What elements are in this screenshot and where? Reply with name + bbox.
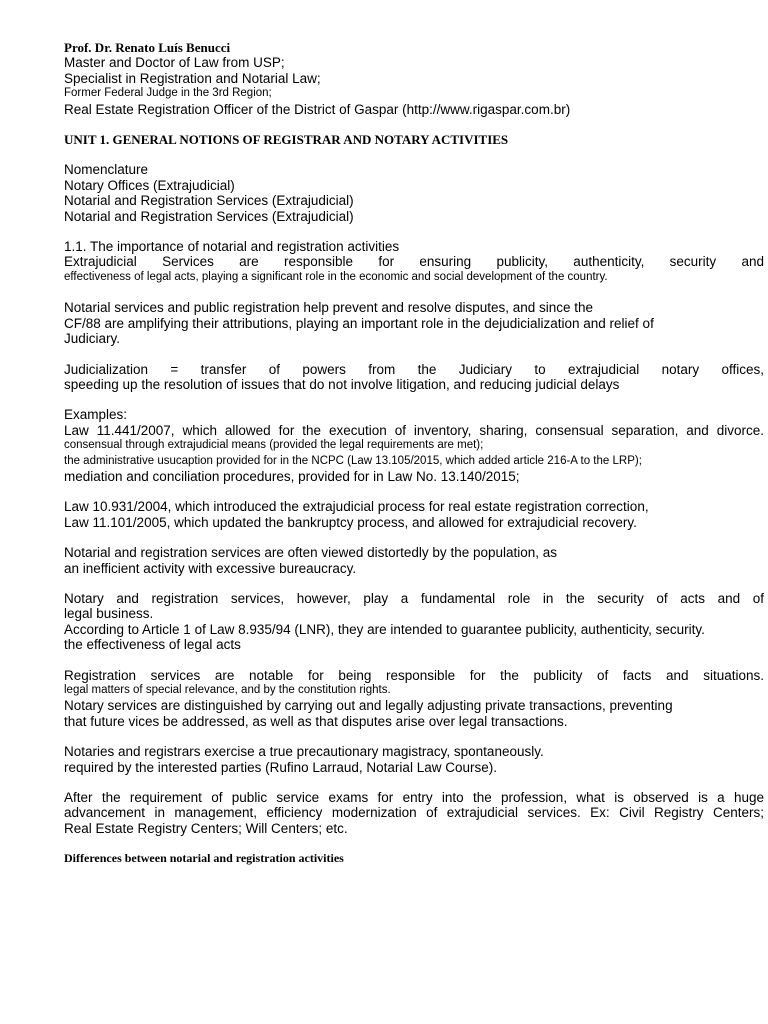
differences-heading: Differences between notarial and registration activities — [64, 851, 344, 866]
paragraph-line: that future vices be addressed, as well as that disputes arise over legal transactions. — [64, 713, 568, 729]
paragraph-line: effectiveness of legal acts, playing a significant role in the economic and social development of the country. — [64, 270, 608, 283]
paragraph-line: advancement in management, efficiency modernization of extrajudicial services. Ex: Civil Registry Centers; — [64, 805, 764, 821]
author-credential-3: Former Federal Judge in the 3rd Region; — [64, 87, 272, 100]
author-credential-4: Real Estate Registration Officer of the District of Gaspar (http://www.rigaspar.com.br) — [64, 101, 571, 117]
paragraph-line: Extrajudicial Services are responsible for ensuring publicity, authenticity, security and — [64, 254, 764, 270]
paragraph-line: CF/88 are amplifying their attributions, playing an important role in the dejudicialization and relief of — [64, 315, 654, 331]
example-item: Law 10.931/2004, which introduced the extrajudicial process for real estate registration correction, — [64, 499, 649, 515]
example-item: Law 11.441/2007, which allowed for the execution of inventory, sharing, consensual separation, and divorce. — [64, 422, 764, 438]
paragraph-line: Notarial and registration services are often viewed distortedly by the population, as — [64, 545, 558, 561]
paragraph-line: the effectiveness of legal acts — [64, 637, 241, 653]
paragraph-line: Registration services are notable for being responsible for the publicity of facts and situations. — [64, 667, 764, 683]
document-page — [64, 40, 764, 867]
paragraph-line: Notarial services and public registration help prevent and resolve disputes, and since the — [64, 300, 594, 316]
nomenclature-item: Notarial and Registration Services (Extrajudicial) — [64, 193, 354, 209]
paragraph-line: legal matters of special relevance, and by the constitution rights. — [64, 684, 391, 696]
example-item: the administrative usucaption provided for in the NCPC (Law 13.105/2015, which added article 216-A to the LRP); — [64, 454, 642, 467]
paragraph-line: Judicialization = transfer of powers from the Judiciary to extrajudicial notary offices, — [64, 361, 764, 377]
author-credential-2: Specialist in Registration and Notarial Law; — [64, 70, 321, 86]
nomenclature-item: Notarial and Registration Services (Extrajudicial) — [64, 208, 354, 224]
paragraph-line: required by the interested parties (Rufino Larraud, Notarial Law Course). — [64, 759, 497, 775]
paragraph-line: Judiciary. — [64, 331, 121, 347]
examples-heading: Examples: — [64, 407, 128, 423]
paragraph-line: According to Article 1 of Law 8.935/94 (LNR), they are intended to guarantee publicity, authenticity, security. — [64, 621, 705, 637]
paragraph-line: Notary services are distinguished by carrying out and legally adjusting private transactions, preventing — [64, 698, 673, 714]
example-item: consensual through extrajudicial means (provided the legal requirements are met); — [64, 439, 484, 452]
author-name: Prof. Dr. Renato Luís Benucci — [64, 40, 231, 55]
paragraph-line: Notaries and registrars exercise a true precautionary magistracy, spontaneously. — [64, 744, 544, 760]
section-heading-importance: 1.1. The importance of notarial and registration activities — [64, 239, 400, 255]
example-item: mediation and conciliation procedures, provided for in Law No. 13.140/2015; — [64, 468, 520, 484]
paragraph-line: Real Estate Registry Centers; Will Centers; etc. — [64, 820, 348, 836]
paragraph-line: Notary and registration services, however, play a fundamental role in the security of acts and of — [64, 590, 764, 606]
author-credential-1: Master and Doctor of Law from USP; — [64, 55, 285, 71]
paragraph-line: legal business. — [64, 606, 154, 622]
example-item: Law 11.101/2005, which updated the bankruptcy process, and allowed for extrajudicial recovery. — [64, 514, 637, 530]
unit-title: UNIT 1. GENERAL NOTIONS OF REGISTRAR AND NOTARY ACTIVITIES — [64, 132, 509, 148]
nomenclature-heading: Nomenclature — [64, 162, 149, 178]
nomenclature-item: Notary Offices (Extrajudicial) — [64, 177, 235, 193]
paragraph-line: After the requirement of public service exams for entry into the profession, what is observed is a huge — [64, 790, 764, 806]
paragraph-line: speeding up the resolution of issues that do not involve litigation, and reducing judicial delays — [64, 376, 620, 392]
paragraph-line: an inefficient activity with excessive bureaucracy. — [64, 560, 357, 576]
